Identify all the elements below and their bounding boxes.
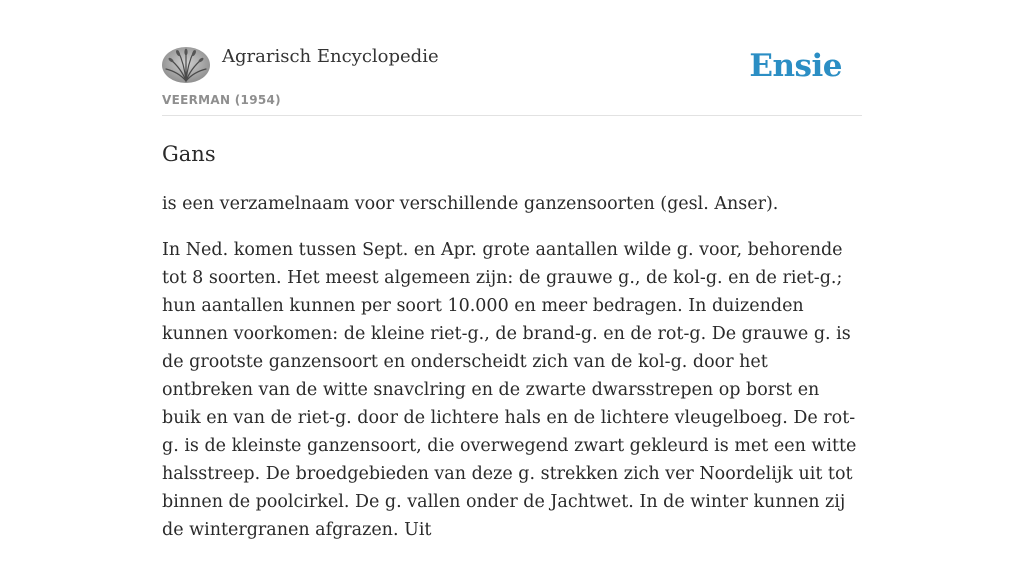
- article-content: [162, 138, 862, 562]
- wheat-logo-icon[interactable]: [162, 47, 210, 83]
- ensie-brand-logo[interactable]: Ensie: [749, 48, 842, 84]
- article-paragraph: In Ned. komen tussen Sept. en Apr. grote aantallen wilde g. voor, behorende tot 8 soorten. Het meest algemeen zijn: de grauwe g., de kol-g. en de riet-g.; hun aantallen kunnen per soort 10.000 en meer bedragen. In duizenden kunnen voorkomen: de kleine riet-g., de brand-g. en de rot-g. De grauwe g. is de grootste ganzensoort en onderscheidt zich van de kol-g. door het ontbreken van de witte snavclring en de zwarte dwarsstrepen op borst en buik en van de riet-g. door de lichtere hals en de lichtere vleugelboeg. De rot-g. is de kleinste ganzensoort, die overwegend zwart gekleurd is met een witte halsstreep. De broedgebieden van deze g. strekken zich ver Noordelijk uit tot binnen de poolcirkel. De g. vallen onder de Jachtwet. In de winter kunnen zij de wintergranen afgrazen. Uit: [162, 240, 857, 540]
- publication-title[interactable]: Agrarisch Encyclopedie: [222, 46, 439, 67]
- site-header: [162, 45, 862, 116]
- entry-title: Gans: [162, 142, 216, 166]
- source-label: VEERMAN (1954): [162, 93, 281, 107]
- article-paragraph: is een verzamelnaam voor verschillende ganzensoorten (gesl. Anser).: [162, 194, 779, 214]
